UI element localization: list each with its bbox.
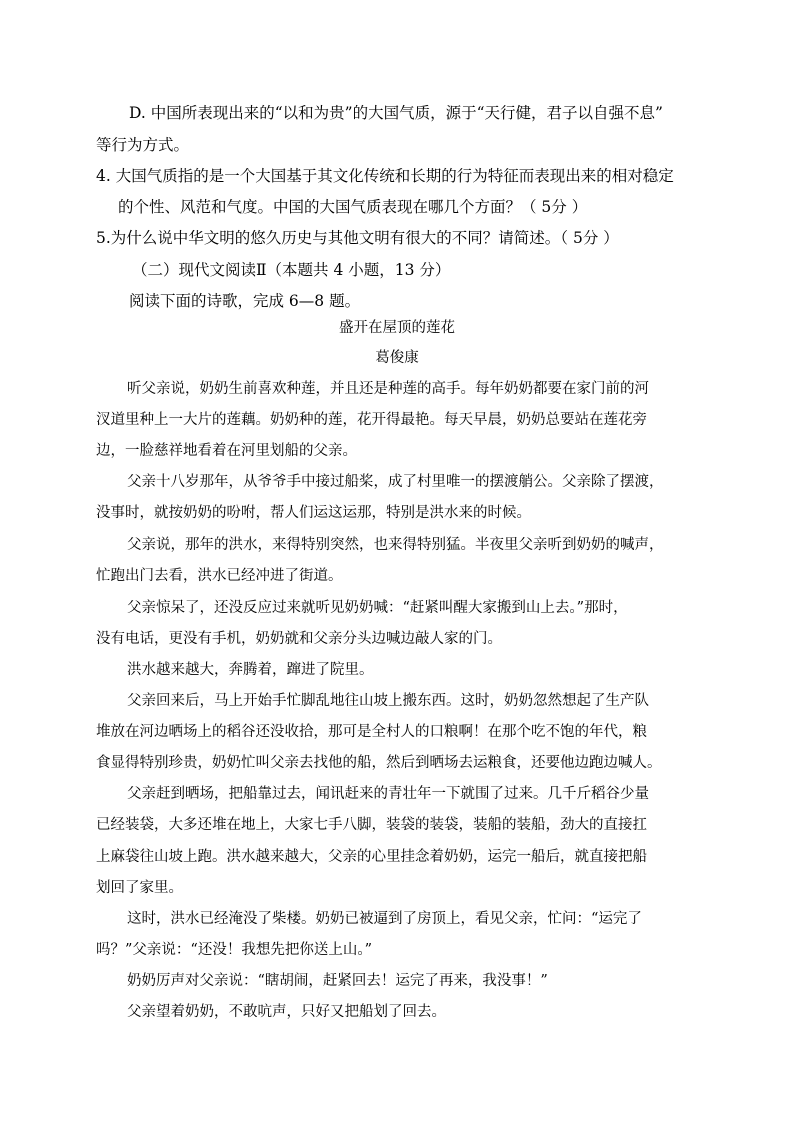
article-line: 父亲十八岁那年，从爷爷手中接过船桨，成了村里唯一的摆渡艄公。父亲除了摆渡， xyxy=(127,474,664,490)
article-line: 父亲望着奶奶，不敢吭声，只好又把船划了回去。 xyxy=(127,1004,446,1020)
question-3-option-d-line-2: 等行为方式。 xyxy=(96,136,190,154)
article-line: 堆放在河边晒场上的稻谷还没收拾，那可是全村人的口粮啊！在那个吃不饱的年代，粮 xyxy=(96,724,647,740)
article-line: 听父亲说，奶奶生前喜欢种莲，并且还是种莲的高手。每年奶奶都要在家门前的河 xyxy=(127,381,649,397)
article-author: 葛俊康 xyxy=(375,350,419,366)
article-line: 已经装袋，大多还堆在地上，大家七手八脚，装袋的装袋，装船的装船，劲大的直接扛 xyxy=(96,817,647,833)
article-line: 食显得特别珍贵，奶奶忙叫父亲去找他的船，然后到晒场去运粮食，还要他边跑边喊人。 xyxy=(96,755,662,771)
section-instruction: 阅读下面的诗歌，完成 6—8 题。 xyxy=(129,292,361,310)
article-line: 奶奶厉声对父亲说：“瞎胡闹，赶紧回去！运完了再来，我没事！” xyxy=(127,973,548,989)
article-line: 洪水越来越大，奔腾着，蹿进了院里。 xyxy=(127,662,374,678)
article-line: 父亲回来后，马上开始手忙脚乱地往山坡上搬东西。这时，奶奶忽然想起了生产队 xyxy=(127,693,649,709)
section-heading: （二）现代文阅读Ⅱ（本题共 4 小题，13 分） xyxy=(132,261,451,279)
article-title: 盛开在屋顶的莲花 xyxy=(339,320,455,336)
article-line: 父亲说，那年的洪水，来得特别突然，也来得特别猛。半夜里父亲听到奶奶的喊声， xyxy=(127,537,664,553)
article-line: 父亲惊呆了，还没反应过来就听见奶奶喊：“赶紧叫醒大家搬到山上去。”那时， xyxy=(127,600,628,616)
question-4-line-2: 的个性、风范和气度。中国的大国气质表现在哪几个方面？（ 5分 ） xyxy=(118,198,588,216)
article-line: 划回了家里。 xyxy=(96,880,183,896)
article-line: 汊道里种上一大片的莲藕。奶奶种的莲，花开得最艳。每天早晨，奶奶总要站在莲花旁 xyxy=(96,412,647,428)
question-3-option-d-line-1: D. 中国所表现出来的“以和为贵”的大国气质，源于“天行健，君子以自强不息” xyxy=(129,104,663,122)
article-line: 边，一脸慈祥地看着在河里划船的父亲。 xyxy=(96,443,357,459)
article-line: 没事时，就按奶奶的吩咐，帮人们运这运那，特别是洪水来的时候。 xyxy=(96,505,531,521)
article-line: 上麻袋往山坡上跑。洪水越来越大，父亲的心里挂念着奶奶，运完一船后，就直接把船 xyxy=(96,849,647,865)
question-4-line-1: 4. 大国气质指的是一个大国基于其文化传统和长期的行为特征而表现出来的相对稳定 xyxy=(96,167,674,185)
article-line: 忙跑出门去看，洪水已经冲进了街道。 xyxy=(96,568,343,584)
question-5: 5.为什么说中华文明的悠久历史与其他文明有很大的不同？请简述。（ 5分 ） xyxy=(96,229,619,247)
article-line: 没有电话，更没有手机，奶奶就和父亲分头边喊边敲人家的门。 xyxy=(96,631,502,647)
article-line: 这时，洪水已经淹没了柴楼。奶奶已被逼到了房顶上，看见父亲，忙问：“运完了 xyxy=(127,911,642,927)
article-line: 父亲赶到晒场，把船靠过去，闻讯赶来的青壮年一下就围了过来。几千斤稻谷少量 xyxy=(127,786,649,802)
article-line: 吗？”父亲说：“还没！我想先把你送上山。” xyxy=(96,942,372,958)
